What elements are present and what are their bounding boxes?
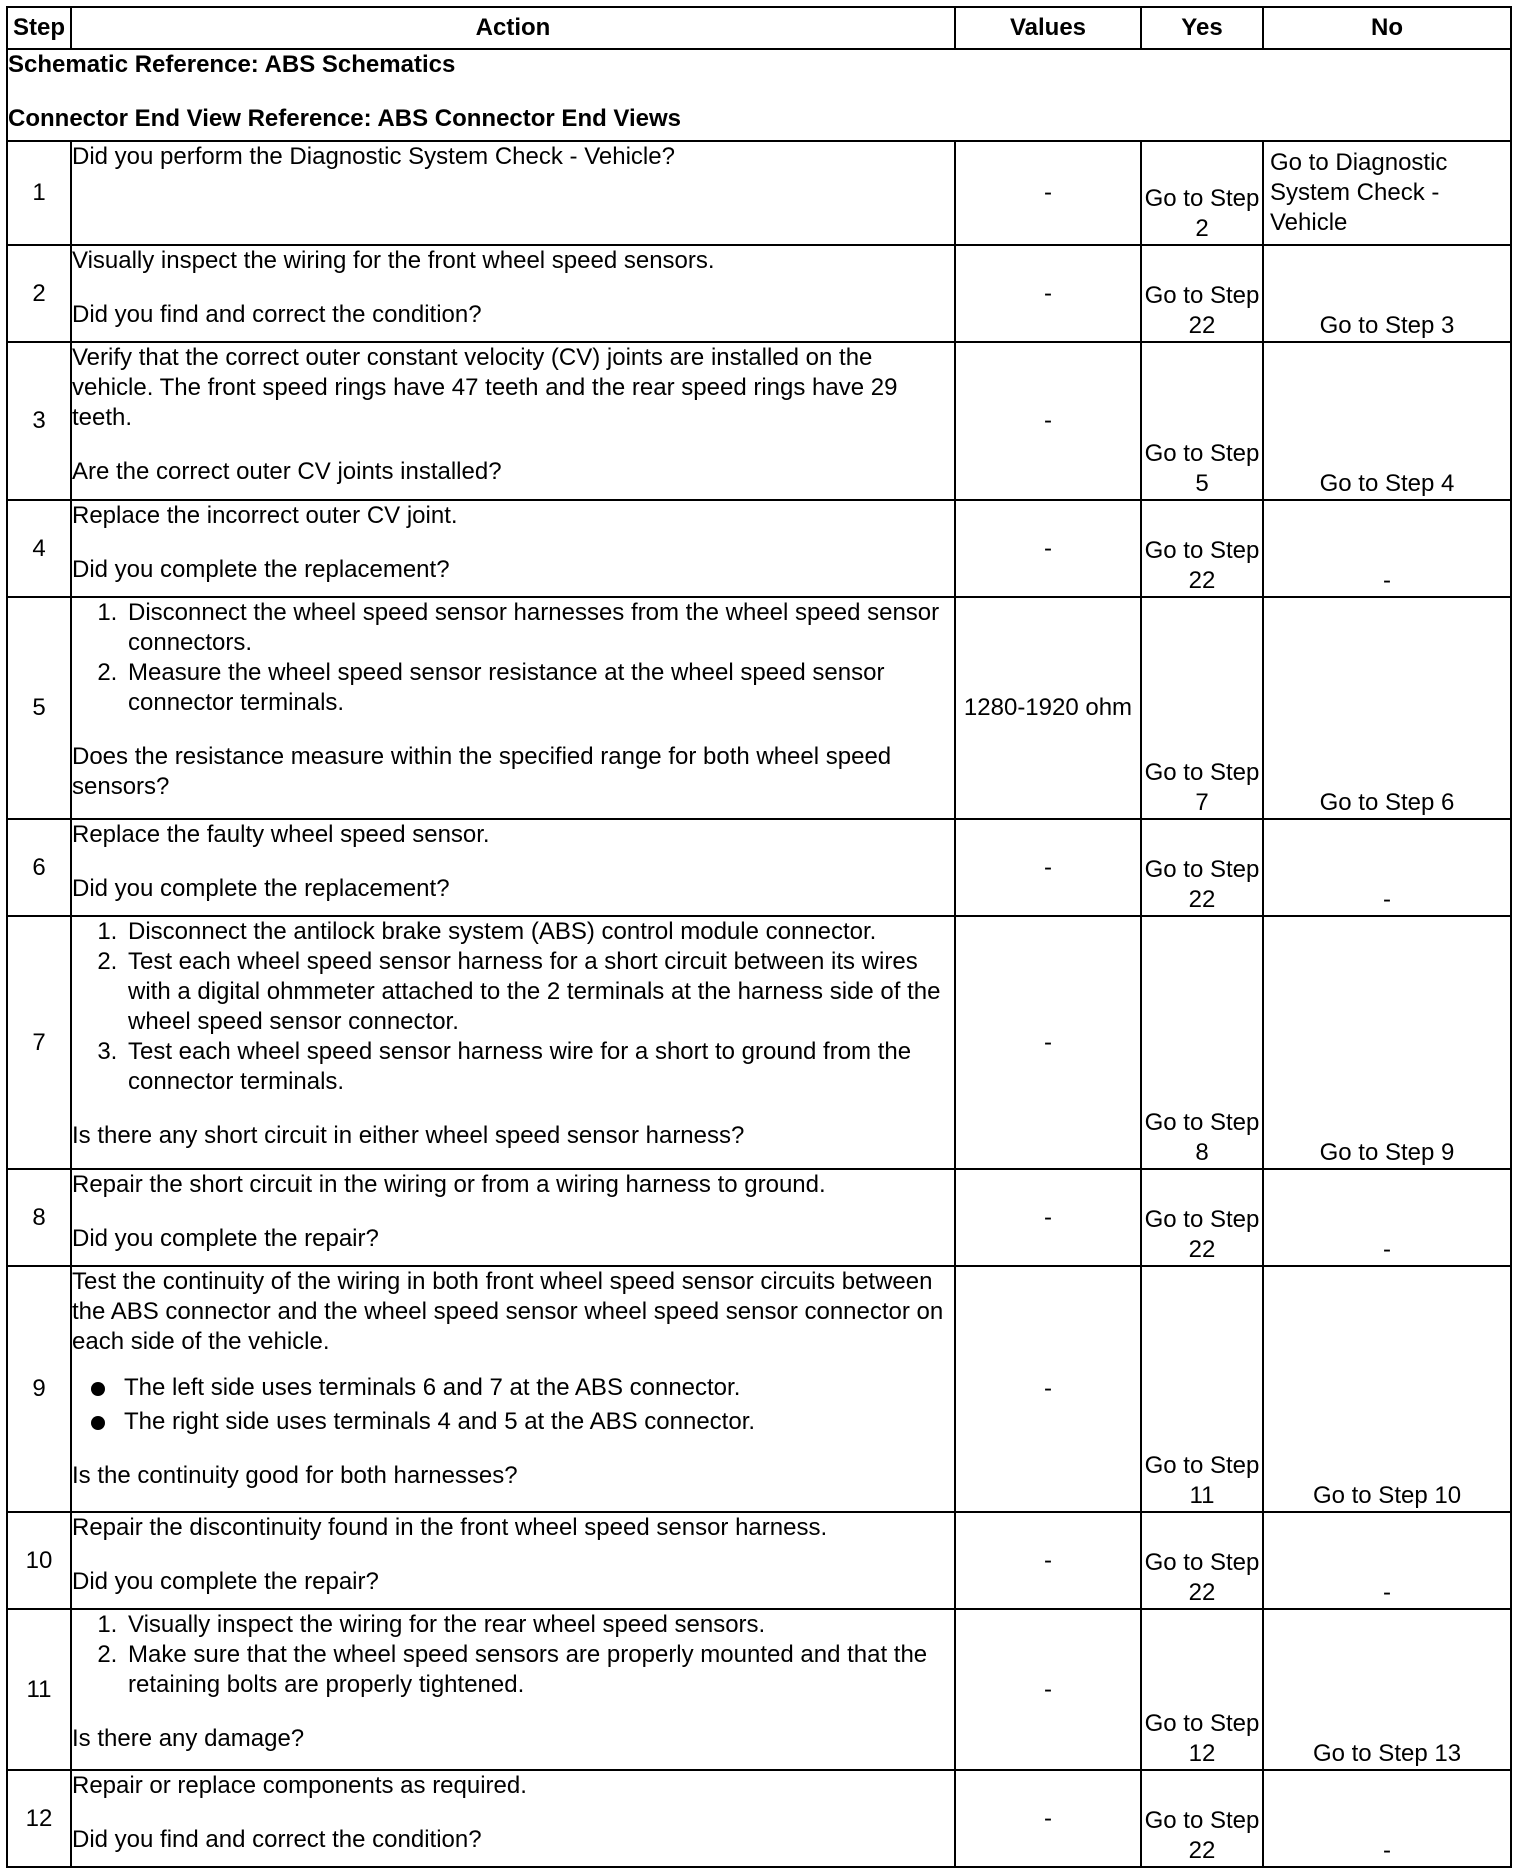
no-cell: -	[1263, 500, 1511, 597]
action-bullet-list	[72, 1373, 954, 1437]
action-cell	[71, 819, 955, 916]
action-question: Does the resistance measure within the specified range for both wheel speed sensors?	[72, 743, 892, 800]
table-row	[7, 141, 1511, 245]
table-row	[7, 1770, 1511, 1867]
step-number: 7	[7, 916, 71, 1169]
action-question: Is there any damage?	[72, 1725, 305, 1752]
action-question: Are the correct outer CV joints installed?	[72, 458, 502, 485]
action-step-item: 1. Disconnect the antilock brake system (ABS) control module connector.	[124, 917, 954, 947]
action-cell	[71, 500, 955, 597]
table-row	[7, 1169, 1511, 1266]
no-cell: Go to Step 3	[1263, 245, 1511, 342]
header-row	[7, 7, 1511, 49]
action-question: Did you complete the repair?	[72, 1225, 379, 1252]
header-yes: Yes	[1141, 7, 1263, 49]
yes-cell: Go to Step 7	[1141, 597, 1263, 819]
table-row	[7, 597, 1511, 819]
action-cell	[71, 597, 955, 819]
values-cell: -	[955, 1770, 1141, 1867]
yes-cell: Go to Step 22	[1141, 819, 1263, 916]
reference-row	[7, 49, 1511, 141]
bullet-dot-icon	[91, 1382, 105, 1396]
values-cell: -	[955, 1512, 1141, 1609]
action-cell	[71, 1512, 955, 1609]
action-cell	[71, 141, 955, 245]
bullet-text: The right side uses terminals 4 and 5 at the ABS connector.	[124, 1408, 756, 1435]
table-row	[7, 916, 1511, 1169]
yes-cell: Go to Step 2	[1141, 141, 1263, 245]
step-number: 3	[7, 342, 71, 500]
no-cell: Go to Step 6	[1263, 597, 1511, 819]
values-cell: -	[955, 1266, 1141, 1512]
action-step-item: 2. Make sure that the wheel speed sensors are properly mounted and that the retaining bolts are properly tightened.	[124, 1640, 954, 1700]
values-cell: -	[955, 141, 1141, 245]
action-cell	[71, 916, 955, 1169]
step-number: 11	[7, 1609, 71, 1770]
action-bullet-item	[124, 1407, 954, 1437]
action-text: Visually inspect the wiring for the front wheel speed sensors.	[72, 247, 715, 274]
yes-cell: Go to Step 11	[1141, 1266, 1263, 1512]
action-step-item: 2. Test each wheel speed sensor harness for a short circuit between its wires with a digital ohmmeter attached to the 2 terminals at the harness side of the wheel speed sensor connector.	[124, 947, 954, 1037]
table-row	[7, 1266, 1511, 1512]
no-cell: -	[1263, 1512, 1511, 1609]
action-bullet-item	[124, 1373, 954, 1403]
action-cell	[71, 342, 955, 500]
action-text: Verify that the correct outer constant velocity (CV) joints are installed on the vehicle. The front speed rings have 47 teeth and the rear speed rings have 29 teeth.	[72, 344, 898, 431]
no-cell: Go to Step 13	[1263, 1609, 1511, 1770]
schematic-reference: Schematic Reference: ABS Schematics	[8, 51, 456, 78]
table-row	[7, 500, 1511, 597]
no-cell: -	[1263, 1169, 1511, 1266]
step-number: 10	[7, 1512, 71, 1609]
diagnostic-table	[6, 6, 1512, 1868]
yes-cell: Go to Step 8	[1141, 916, 1263, 1169]
step-number: 8	[7, 1169, 71, 1266]
action-steps-list	[72, 1610, 954, 1700]
action-text: Repair the discontinuity found in the front wheel speed sensor harness.	[72, 1514, 828, 1541]
step-number: 9	[7, 1266, 71, 1512]
action-text: Did you perform the Diagnostic System Check - Vehicle?	[72, 143, 675, 170]
action-text: Repair or replace components as required.	[72, 1772, 527, 1799]
action-text: Replace the faulty wheel speed sensor.	[72, 821, 490, 848]
values-cell: -	[955, 1169, 1141, 1266]
bullet-text: The left side uses terminals 6 and 7 at the ABS connector.	[124, 1374, 741, 1401]
action-steps-list	[72, 917, 954, 1097]
yes-cell: Go to Step 22	[1141, 1169, 1263, 1266]
step-number: 2	[7, 245, 71, 342]
action-steps-list	[72, 598, 954, 718]
values-cell: -	[955, 342, 1141, 500]
action-step-item: 3. Test each wheel speed sensor harness wire for a short to ground from the connector terminals.	[124, 1037, 954, 1097]
action-text: Test the continuity of the wiring in both front wheel speed sensor circuits between the ABS connector and the wheel speed sensor wheel speed sensor connector on each side of the vehicle.	[72, 1268, 944, 1355]
reference-cell	[7, 49, 1511, 141]
action-text: Replace the incorrect outer CV joint.	[72, 502, 458, 529]
values-cell: 1280-1920 ohm	[955, 597, 1141, 819]
header-action: Action	[71, 7, 955, 49]
no-cell: -	[1263, 819, 1511, 916]
table-row	[7, 1609, 1511, 1770]
no-cell: Go to Step 4	[1263, 342, 1511, 500]
table-row	[7, 245, 1511, 342]
step-number: 1	[7, 141, 71, 245]
step-number: 6	[7, 819, 71, 916]
table-row	[7, 342, 1511, 500]
yes-cell: Go to Step 22	[1141, 500, 1263, 597]
action-cell	[71, 1770, 955, 1867]
yes-cell: Go to Step 22	[1141, 1770, 1263, 1867]
values-cell: -	[955, 1609, 1141, 1770]
action-cell	[71, 1609, 955, 1770]
connector-reference: Connector End View Reference: ABS Connector End Views	[8, 105, 682, 132]
no-cell: -	[1263, 1770, 1511, 1867]
action-cell	[71, 1169, 955, 1266]
values-cell: -	[955, 819, 1141, 916]
action-question: Did you complete the replacement?	[72, 556, 450, 583]
no-cell: Go to Step 10	[1263, 1266, 1511, 1512]
values-cell: -	[955, 245, 1141, 342]
action-question: Is the continuity good for both harnesses?	[72, 1462, 518, 1489]
table-row	[7, 819, 1511, 916]
yes-cell: Go to Step 22	[1141, 1512, 1263, 1609]
action-question: Did you complete the replacement?	[72, 875, 450, 902]
step-number: 5	[7, 597, 71, 819]
step-number: 12	[7, 1770, 71, 1867]
action-step-item: 2. Measure the wheel speed sensor resistance at the wheel speed sensor connector terminals.	[124, 658, 954, 718]
yes-cell: Go to Step 12	[1141, 1609, 1263, 1770]
action-step-item: 1. Disconnect the wheel speed sensor harnesses from the wheel speed sensor connectors.	[124, 598, 954, 658]
action-step-item: 1. Visually inspect the wiring for the rear wheel speed sensors.	[124, 1610, 954, 1640]
header-values: Values	[955, 7, 1141, 49]
bullet-dot-icon	[91, 1416, 105, 1430]
action-question: Did you complete the repair?	[72, 1568, 379, 1595]
header-step: Step	[7, 7, 71, 49]
action-question: Did you find and correct the condition?	[72, 1826, 482, 1853]
yes-cell: Go to Step 5	[1141, 342, 1263, 500]
values-cell: -	[955, 500, 1141, 597]
action-cell	[71, 245, 955, 342]
values-cell: -	[955, 916, 1141, 1169]
no-cell: Go to Step 9	[1263, 916, 1511, 1169]
action-cell	[71, 1266, 955, 1512]
no-cell: Go to Diagnostic System Check - Vehicle	[1263, 141, 1511, 245]
yes-cell: Go to Step 22	[1141, 245, 1263, 342]
header-no: No	[1263, 7, 1511, 49]
action-question: Is there any short circuit in either wheel speed sensor harness?	[72, 1122, 745, 1149]
table-row	[7, 1512, 1511, 1609]
action-question: Did you find and correct the condition?	[72, 301, 482, 328]
step-number: 4	[7, 500, 71, 597]
action-text: Repair the short circuit in the wiring or from a wiring harness to ground.	[72, 1171, 826, 1198]
